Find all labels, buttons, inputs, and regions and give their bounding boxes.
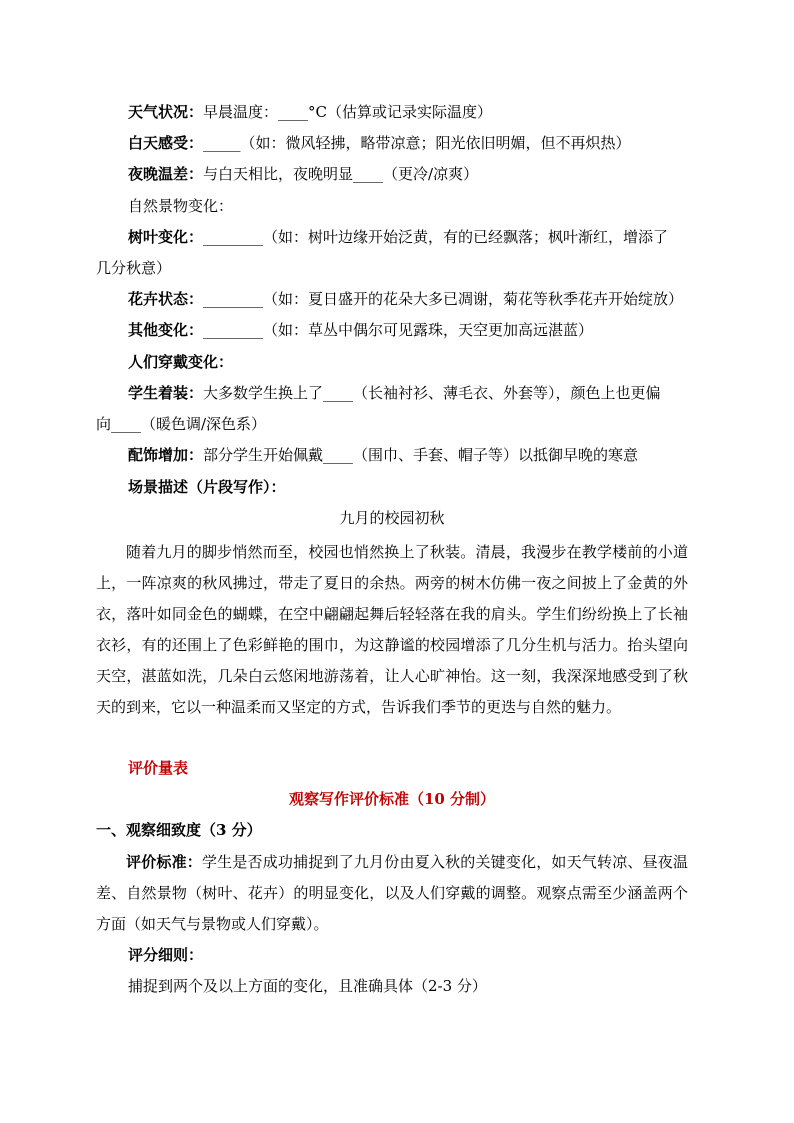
- night-diff-line: [128, 164, 688, 184]
- leaf-change-label: 树叶变化：: [128, 228, 204, 246]
- night-diff-text: 与白天相比，夜晚明显____（更冷/凉爽）: [203, 165, 479, 183]
- student-clothes-label: 学生着装：: [128, 384, 204, 402]
- flower-state-label: 花卉状态：: [128, 290, 204, 308]
- other-change-text: ________（如：草丛中偶尔可见露珠，天空更加高远湛蓝）: [203, 321, 594, 339]
- rubric-label: 评价量表: [128, 759, 189, 777]
- rubric-title: 观察写作评价标准（10 分制）: [288, 790, 496, 808]
- day-feeling-line: [128, 133, 688, 153]
- day-feeling-label: 白天感受：: [128, 134, 204, 152]
- criteria-text: 学生是否成功捕捉到了九月份由夏入秋的关键变化，如天气转凉、昼夜温差、自然景物（树叶、花卉）的明显变化，以及人们穿戴的调整。观察点需至少涵盖两个方面（如天气与景物或人们穿戴）。: [96, 853, 688, 933]
- leaf-change-text: ________（如：树叶边缘开始泛黄，有的已经飘落；枫叶渐红，增添了: [203, 228, 669, 246]
- clothing-heading: 人们穿戴变化：: [128, 353, 234, 371]
- flower-state-text: ________（如：夏日盛开的花朵大多已凋谢，菊花等秋季花卉开始绽放）: [203, 290, 684, 308]
- leaf-change-line: [128, 227, 688, 247]
- accessory-line: [128, 445, 688, 465]
- other-change-line: [128, 320, 688, 340]
- detail-label: 评分细则：: [128, 946, 204, 964]
- morning-temp-text: 早晨温度：____°C（估算或记录实际温度）: [203, 103, 492, 121]
- other-change-label: 其他变化：: [128, 321, 204, 339]
- night-diff-label: 夜晚温差：: [128, 165, 204, 183]
- scene-heading: 场景描述（片段写作）：: [128, 478, 286, 496]
- leaf-change-text-cont: 几分秋意）: [96, 259, 172, 277]
- student-clothes-text: 大多数学生换上了____（长袖衬衫、薄毛衣、外套等），颜色上也更偏: [203, 384, 661, 402]
- student-clothes-line: [128, 383, 688, 403]
- accessory-label: 配饰增加：: [128, 446, 204, 464]
- nature-heading: 自然景物变化：: [128, 197, 234, 215]
- scene-paragraph: 随着九月的脚步悄然而至，校园也悄然换上了秋装。清晨，我漫步在教学楼前的小道上，一阵凉爽的秋风拂过，带走了夏日的余热。两旁的树木仿佛一夜之间披上了金黄的外衣，落叶如同金色的蝴蝶，在空中翩翩起舞后轻轻落在我的肩头。学生们纷纷换上了长袖衣衫，有的还围上了色彩鲜艳的围巾，为这静谧的校园增添了几分生机与活力。抬头望向天空，湛蓝如洗，几朵白云悠闲地游荡着，让人心旷神怡。这一刻，我深深地感受到了秋天的到来，它以一种温柔而又坚定的方式，告诉我们季节的更迭与自然的魅力。: [96, 543, 688, 716]
- student-clothes-text-cont: 向____（暖色调/深色系）: [96, 415, 267, 433]
- weather-status-label: 天气状况：: [128, 103, 204, 121]
- detail-item: 捕捉到两个及以上方面的变化，且准确具体（2-3 分）: [128, 977, 487, 995]
- weather-temp-line: [128, 102, 688, 122]
- criteria-label: 评价标准：: [126, 853, 202, 871]
- day-feeling-text: _____（如：微风轻拂，略带凉意；阳光依旧明媚，但不再炽热）: [203, 134, 631, 152]
- section1-heading: 一、观察细致度（3 分）: [96, 821, 262, 839]
- scene-title: 九月的校园初秋: [339, 509, 445, 527]
- accessory-text: 部分学生开始佩戴____（围巾、手套、帽子等）以抵御早晚的寒意: [203, 446, 639, 464]
- criteria-paragraph: [96, 847, 688, 940]
- flower-state-line: [128, 289, 688, 309]
